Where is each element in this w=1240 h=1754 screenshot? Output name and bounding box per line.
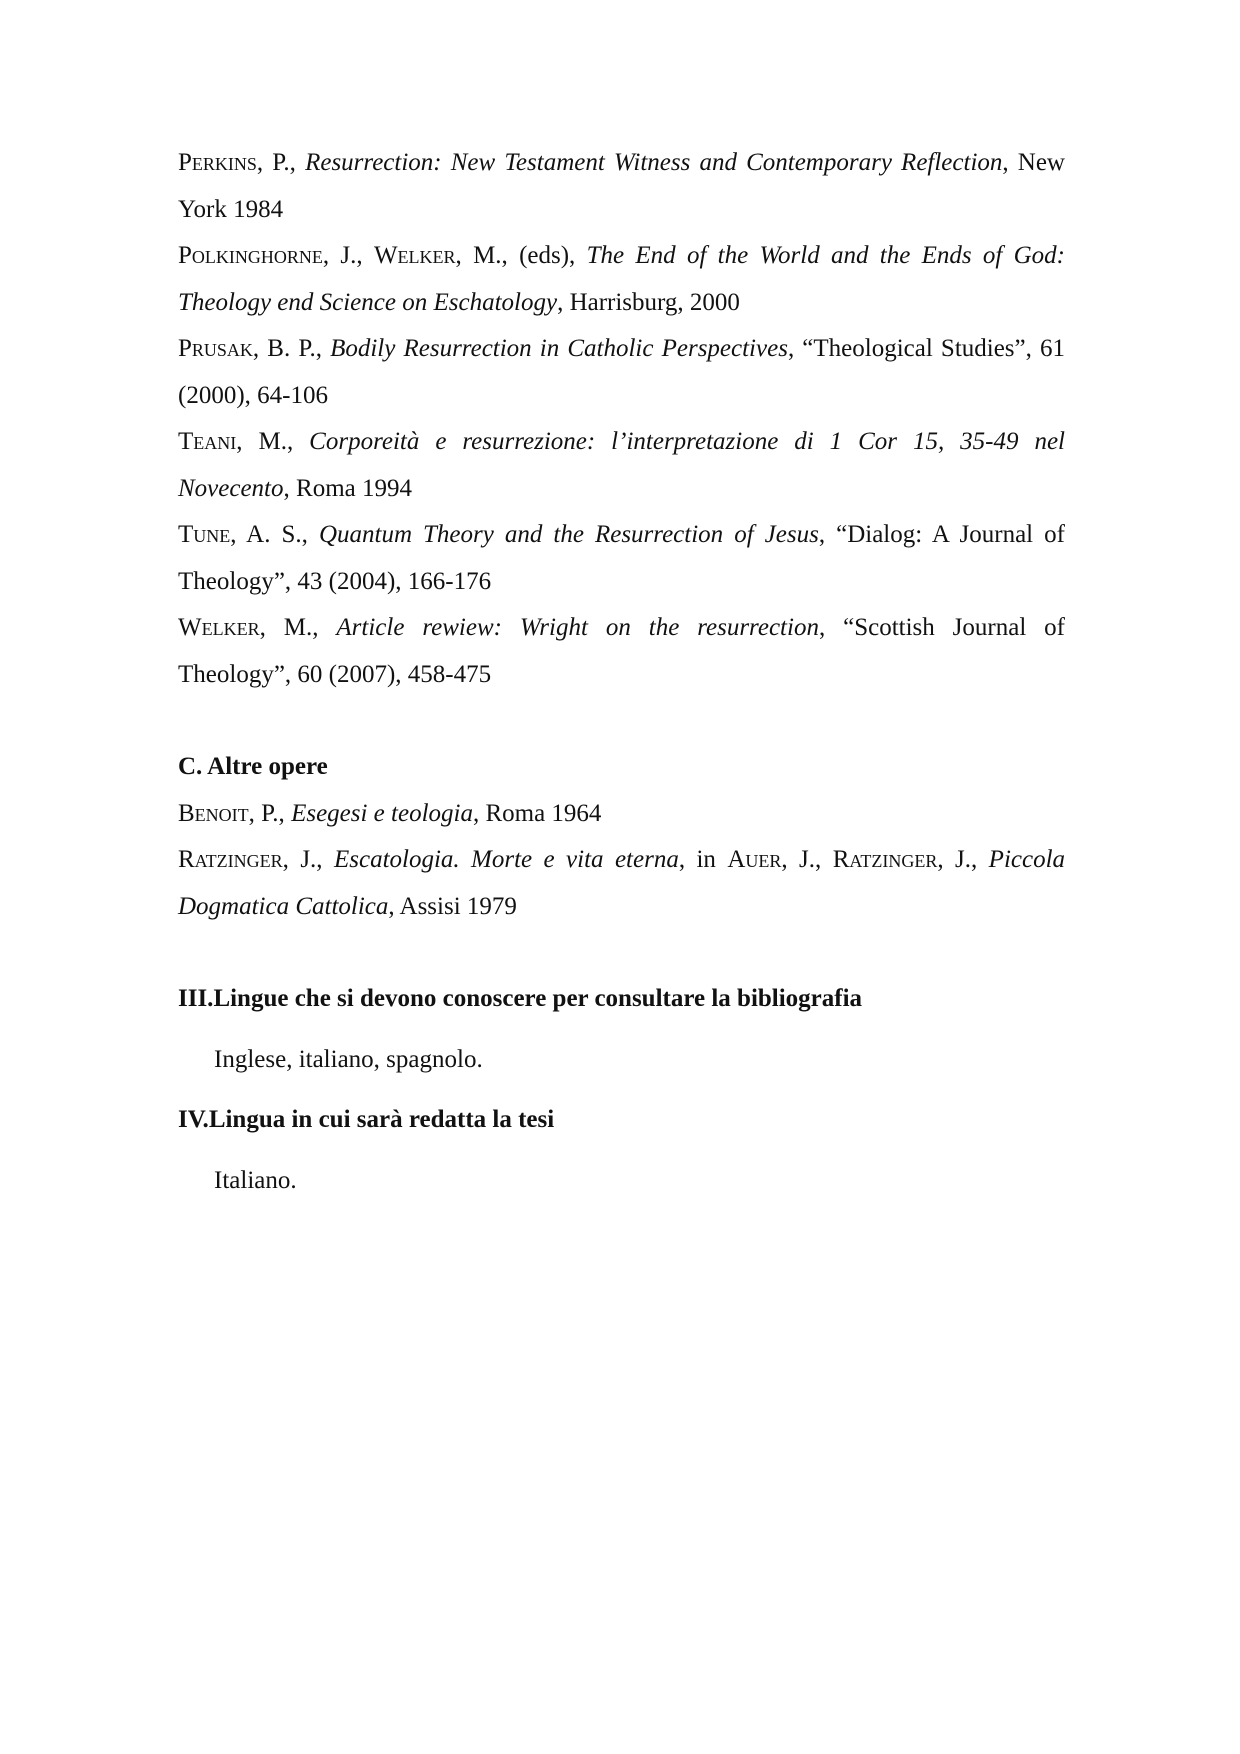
work-title: Escatologia. Morte e vita eterna [333, 846, 679, 873]
section-number: IV. [178, 1106, 209, 1133]
bib-entry-perkins: Perkins, P., Resurrection: New Testament Witness and Contemporary Reflection, New York 1984 [178, 149, 1065, 223]
author-name: Auer [727, 846, 782, 873]
section-heading-lingue [178, 976, 1065, 1023]
work-title: Piccola Dogmatica Cattolica [178, 846, 1066, 920]
author-name: Welker [373, 242, 456, 269]
bib-entry-teani: Teani, M., Corporeità e resurrezione: l’interpretazione di 1 Cor 15, 35-49 nel Novecento, Roma 1994 [178, 428, 1065, 502]
author-name: Polkinghorne [178, 242, 323, 269]
section-title: Lingua in cui sarà redatta la tesi [208, 1106, 555, 1133]
work-title: Article rewiew: Wright on the resurrection [336, 614, 819, 641]
section-number: III. [178, 985, 214, 1012]
bibliography-block [178, 140, 1065, 1204]
bib-entry-ratzinger: Ratzinger, J., Escatologia. Morte e vita eterna, in Auer, J., Ratzinger, J., Piccola Dogmatica Cattolica, Assisi 1979 [178, 846, 1066, 920]
author-name: Ratzinger [832, 846, 938, 873]
bib-entry-benoit: Benoit, P., Esegesi e teologia, Roma 1964 [178, 799, 602, 827]
bib-entry-polkinghorne: Polkinghorne, J., Welker, M., (eds), The End of the World and the Ends of God: Theology end Science on Eschatology, Harrisburg, 2000 [178, 242, 1065, 316]
section-body-lingue: Inglese, italiano, spagnolo. [214, 1045, 483, 1073]
work-title: Resurrection: New Testament Witness and Contemporary Reflection [305, 149, 1003, 176]
author-name: Benoit [178, 799, 249, 827]
work-title: Esegesi e teologia [291, 799, 473, 827]
author-name: Ratzinger [178, 846, 283, 873]
section-title: Lingue che si devono conoscere per consultare la bibliografia [213, 985, 863, 1012]
work-title: The End of the World and the Ends of God: Theology end Science on Eschatology [178, 242, 1065, 316]
spacer [178, 930, 1065, 976]
author-name: Welker [178, 614, 260, 641]
section-heading-altre-opere: C. Altre opere [178, 753, 328, 780]
bib-entry-welker: Welker, M., Article rewiew: Wright on the resurrection, “Scottish Journal of Theology”, 60 (2007), 458-475 [178, 614, 1066, 688]
author-name: Perkins [178, 149, 257, 176]
spacer [178, 698, 1065, 744]
author-name: Tune [178, 521, 231, 548]
work-title: Quantum Theory and the Resurrection of Jesus [318, 521, 819, 548]
work-title: Bodily Resurrection in Catholic Perspectives [330, 335, 788, 362]
author-name: Prusak [178, 335, 253, 362]
work-title: Corporeità e resurrezione: l’interpretazione di 1 Cor 15, 35-49 nel Novecento [178, 428, 1065, 502]
bib-entry-prusak: Prusak, B. P., Bodily Resurrection in Catholic Perspectives, “Theological Studies”, 61 (2000), 64-106 [178, 335, 1066, 409]
author-name: Teani [178, 428, 237, 455]
section-heading-lingua-tesi [178, 1097, 1065, 1144]
section-body-lingua-tesi: Italiano. [214, 1166, 297, 1194]
bib-entry-tune: Tune, A. S., Quantum Theory and the Resurrection of Jesus, “Dialog: A Journal of Theology”, 43 (2004), 166-176 [178, 521, 1065, 595]
